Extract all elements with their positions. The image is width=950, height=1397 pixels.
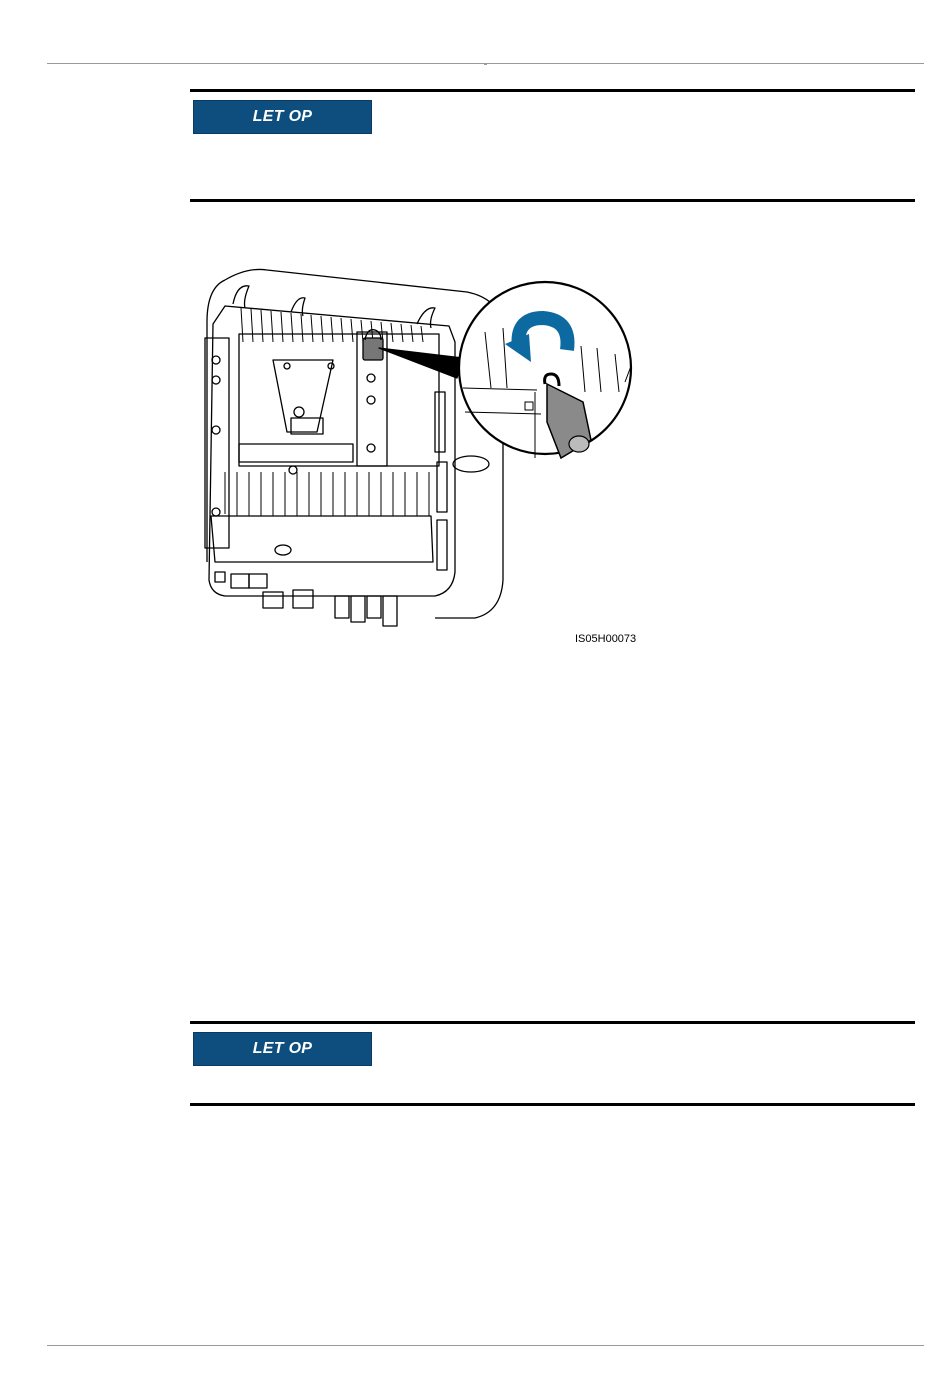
header-tick (484, 63, 487, 65)
notice-bottom-line (190, 199, 915, 202)
caution-badge: LET OP (193, 100, 372, 134)
inverter-padlock-illustration (185, 262, 645, 654)
figure-id-label: IS05H00073 (575, 633, 637, 645)
notice-top-line (190, 1021, 915, 1024)
footer-rule (47, 1345, 924, 1346)
notice-bottom-line (190, 1103, 915, 1106)
caution-badge: LET OP (193, 1032, 372, 1066)
notice-top-line (190, 89, 915, 92)
